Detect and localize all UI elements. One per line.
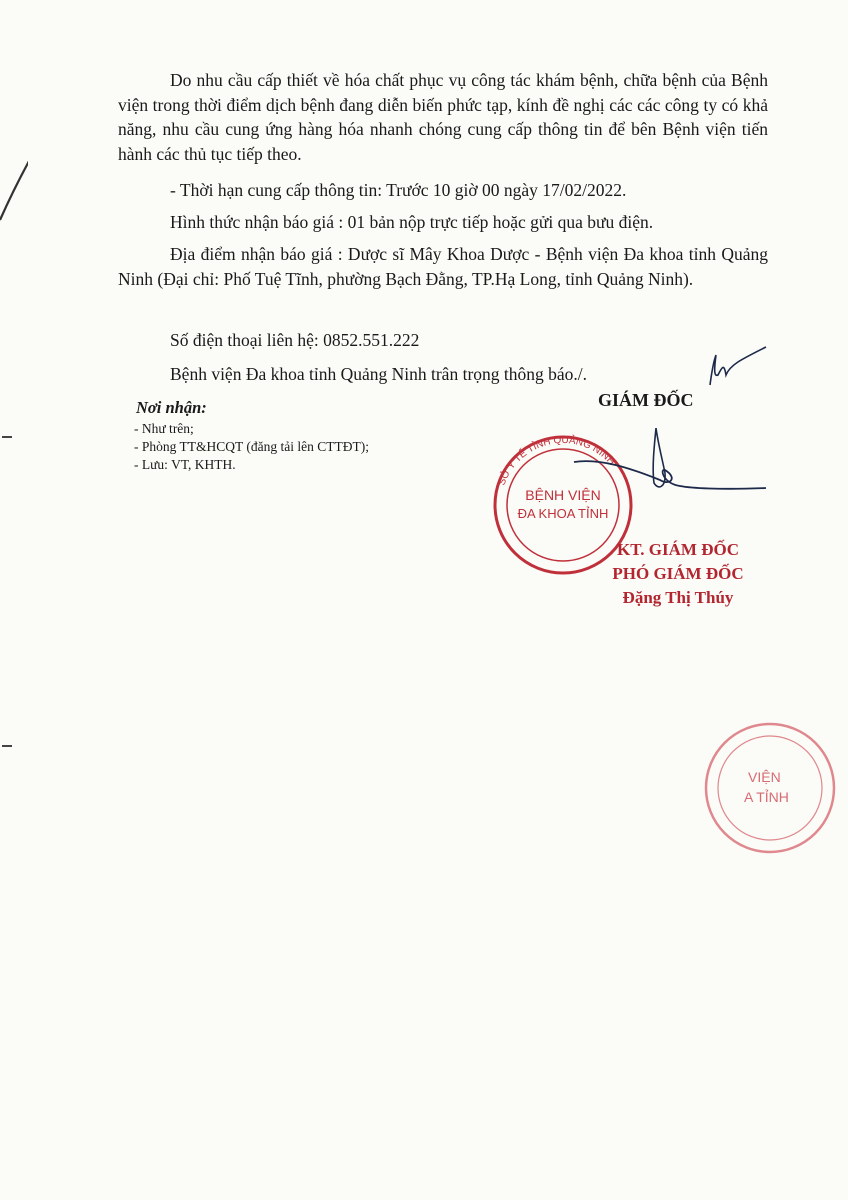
signature-block xyxy=(598,538,758,610)
partial-stamp-bleed xyxy=(700,718,848,858)
recipient-item: - Phòng TT&HCQT (đăng tải lên CTTĐT); xyxy=(134,439,369,454)
signature-deputy-title: PHÓ GIÁM ĐỐC xyxy=(612,564,744,583)
stamp-text-line1: BỆNH VIỆN xyxy=(525,487,601,503)
contact-phone: Số điện thoại liên hệ: 0852.551.222 xyxy=(170,330,420,350)
director-title: GIÁM ĐỐC xyxy=(598,390,694,410)
stamp-text-line2: ĐA KHOA TỈNH xyxy=(517,506,609,521)
closing-line: Bệnh viện Đa khoa tỉnh Quảng Ninh trân trọng thông báo./. xyxy=(170,364,588,384)
handwritten-signature xyxy=(570,428,770,508)
signature-kt: KT. GIÁM ĐỐC xyxy=(617,540,739,559)
paragraph-request: Do nhu cầu cấp thiết về hóa chất phục vụ công tác khám bệnh, chữa bệnh của Bệnh viện trong thời điểm dịch bệnh đang diễn biến phức tạp, kính đề nghị các các công ty có khả năng, nhu cầu cung ứng hàng hóa nhanh chóng cung cấp thông tin để bên Bệnh viện tiến hành các thủ tục tiếp theo. xyxy=(118,70,768,164)
recipients-list xyxy=(134,420,369,474)
scan-edge-shadow xyxy=(0,0,28,230)
partial-stamp-line2: A TỈNH xyxy=(744,789,789,805)
submission-form-line: Hình thức nhận báo giá : 01 bản nộp trực tiếp hoặc gửi qua bưu điện. xyxy=(170,212,654,232)
stamp-ring-text: SỞ Y TẾ TỈNH QUẢNG NINH xyxy=(496,434,617,487)
recipients-title: Nơi nhận: xyxy=(136,398,207,417)
recipient-item: - Như trên; xyxy=(134,421,194,436)
signature-name: Đặng Thị Thúy xyxy=(622,588,734,607)
partial-stamp-line1: VIỆN xyxy=(748,769,781,785)
recipient-item: - Lưu: VT, KHTH. xyxy=(134,457,236,472)
margin-mark xyxy=(2,745,12,747)
initial-mark xyxy=(700,345,770,390)
submission-location: Địa điểm nhận báo giá : Dược sĩ Mây Khoa Dược - Bệnh viện Đa khoa tỉnh Quảng Ninh (Đại chỉ: Phố Tuệ Tĩnh, phường Bạch Đằng, TP.Hạ Long, tỉnh Quảng Ninh). xyxy=(118,244,768,289)
deadline-line: - Thời hạn cung cấp thông tin: Trước 10 giờ 00 ngày 17/02/2022. xyxy=(170,180,627,200)
margin-mark xyxy=(2,436,12,438)
